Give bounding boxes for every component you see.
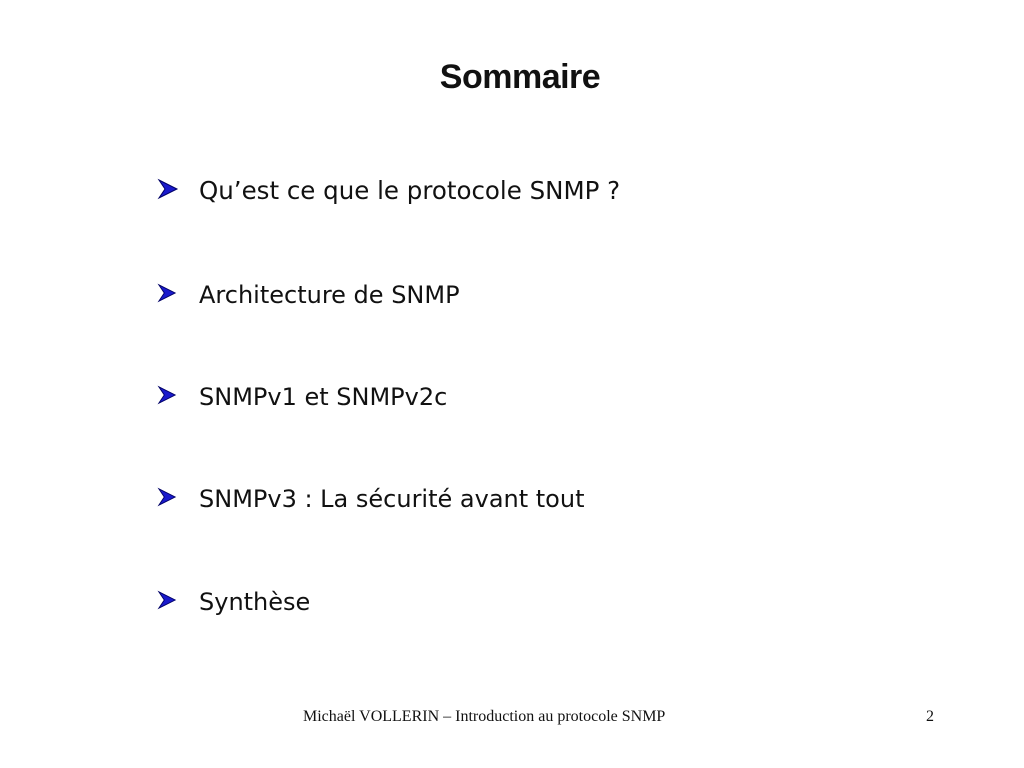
footer-text: Michaël VOLLERIN – Introduction au protocole SNMP	[303, 708, 666, 725]
arrow-bullet-icon	[157, 283, 199, 307]
list-item	[157, 582, 310, 622]
arrow-bullet-icon	[157, 487, 199, 511]
list-item	[157, 275, 460, 315]
list-item	[157, 377, 447, 417]
bullet-label: Architecture de SNMP	[199, 281, 460, 309]
bullet-label: Synthèse	[199, 588, 311, 616]
bullet-label: Qu’est ce que le protocole SNMP ?	[199, 175, 621, 205]
page-number: 2	[926, 708, 934, 725]
arrow-bullet-icon	[157, 590, 199, 614]
list-item	[157, 170, 620, 210]
bullet-label: SNMPv1 et SNMPv2c	[199, 383, 448, 411]
arrow-bullet-icon	[157, 178, 199, 202]
arrow-bullet-icon	[157, 385, 199, 409]
slide-title: Sommaire	[439, 58, 601, 96]
list-item	[157, 479, 585, 519]
bullet-label: SNMPv3 : La sécurité avant tout	[199, 485, 585, 513]
